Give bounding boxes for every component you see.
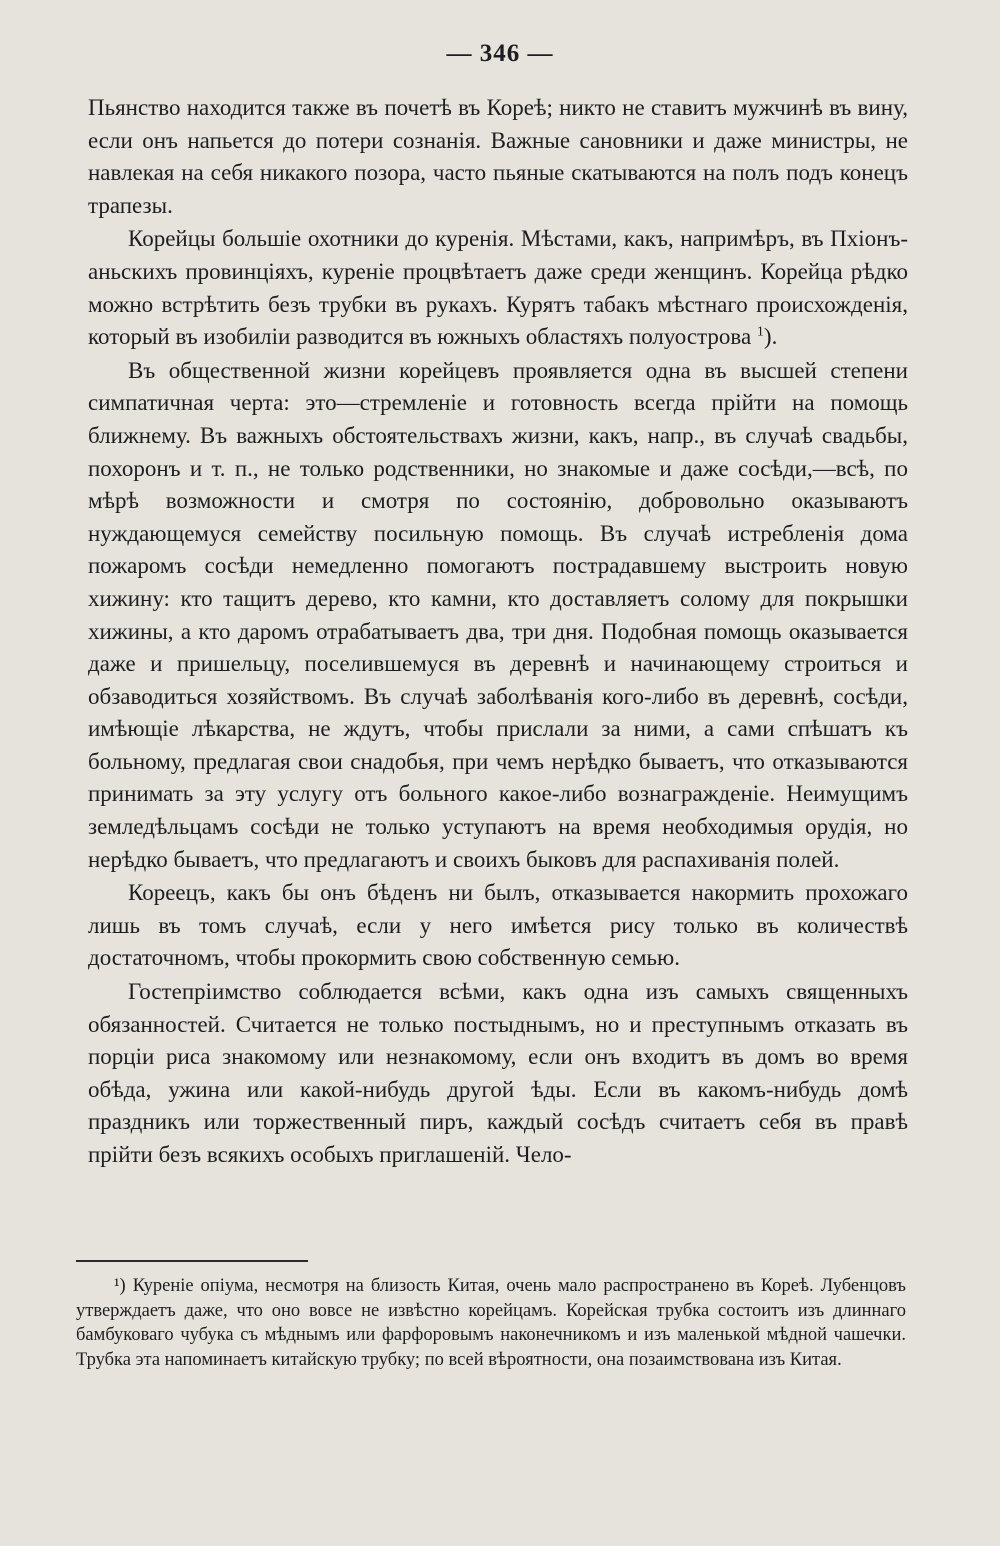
paragraph: Въ общественной жизни корейцевъ проявляется одна въ высшей степени симпатичная черта: это—стремленіе и готовность всегда прійти на помощь ближнему. Въ важныхъ обстоятельствахъ жизни, какъ, напр., въ случаѣ свадьбы, похоронъ и т. п., не только родственники, но знакомые и даже сосѣди,—всѣ, по мѣрѣ возможности и смотря по состоянію, добровольно оказываютъ нуждающемуся семейству посильную помощь. Въ случаѣ истребленія дома пожаромъ сосѣди немедленно помогаютъ пострадавшему выстроить новую хижину: кто тащитъ дерево, кто камни, кто доставляетъ солому для покрышки хижины, а кто даромъ отрабатываетъ два, три дня. Подобная помощь оказывается даже и пришельцу, поселившемуся въ деревнѣ и начинающему строиться и обзаводиться хозяйствомъ. Въ случаѣ заболѣванія кого-либо въ деревнѣ, сосѣди, имѣющіе лѣкарства, не ждутъ, чтобы прислали за ними, а сами спѣшатъ къ больному, предлагая свои снадобья, при чемъ нерѣдко бываетъ, что отказываются принимать за эту услугу отъ больного какое-либо вознагражденіе. Неимущимъ земледѣльцамъ сосѣди не только уступаютъ на время необходимыя орудія, но нерѣдко бываетъ, что предлагаютъ и своихъ быковъ для распахиванія полей. (88, 357, 908, 872)
footnote-marker: ¹) (114, 1276, 126, 1296)
footnote-reference: 1 (756, 324, 764, 340)
footnote (76, 1274, 906, 1372)
paragraph: Пьянство находится также въ почетѣ въ Кореѣ; никто не ставитъ мужчинѣ въ вину, если онъ напьется до потери сознанія. Важные сановники и даже министры, не навлекая на себя никакого позора, часто пьяные скатываются на полъ подъ конецъ трапезы. (88, 95, 908, 218)
footnote-reference-close: ). (763, 324, 778, 350)
paragraph: Кореецъ, какъ бы онъ бѣденъ ни былъ, отказывается накормить прохожаго лишь въ томъ случаѣ, если у него имѣется рису только въ количествѣ достаточномъ, чтобы прокормить свою собственную семью. (88, 880, 908, 971)
footnote-separator (76, 1260, 308, 1262)
paragraph: Гостепріимство соблюдается всѣми, какъ одна изъ самыхъ священныхъ обязанностей. Считается не только постыднымъ, но и преступнымъ отказать въ порціи риса знакомому или незнакомому, если онъ входитъ въ домъ во время обѣда, ужина или какой-нибудь другой ѣды. Если въ какомъ-нибудь домѣ праздникъ или торжественный пиръ, каждый сосѣдъ считаетъ себя въ правѣ прійти безъ всякихъ особыхъ приглашеній. Чело- (88, 979, 908, 1167)
main-text (88, 92, 908, 1173)
paragraph-text: Корейцы большіе охотники до куренія. Мѣстами, какъ, напримѣръ, въ Пхіонъ-аньскихъ провинціяхъ, куреніе процвѣтаетъ даже среди женщинъ. Корейца рѣдко можно встрѣтить безъ трубки въ рукахъ. Курятъ табакъ мѣстнаго происхожденія, который въ изобиліи разводится въ южныхъ областяхъ полуострова (88, 226, 908, 350)
footnotes (76, 1274, 906, 1372)
footnote-text: Куреніе опіума, несмотря на близость Китая, очень мало распространено въ Кореѣ. Лубенцовъ утверждаетъ даже, что оно вовсе не извѣстно корейцамъ. Корейская трубка состоитъ изъ длиннаго бамбуковаго чубука съ мѣднымъ или фарфоровымъ наконечникомъ и изъ маленькой мѣдной чашечки. Трубка эта напоминаетъ китайскую трубку; по всей вѣроятности, она позаимствована изъ Китая. (76, 1276, 906, 1370)
paragraph (88, 223, 908, 353)
page-number: — 346 — (446, 40, 554, 67)
